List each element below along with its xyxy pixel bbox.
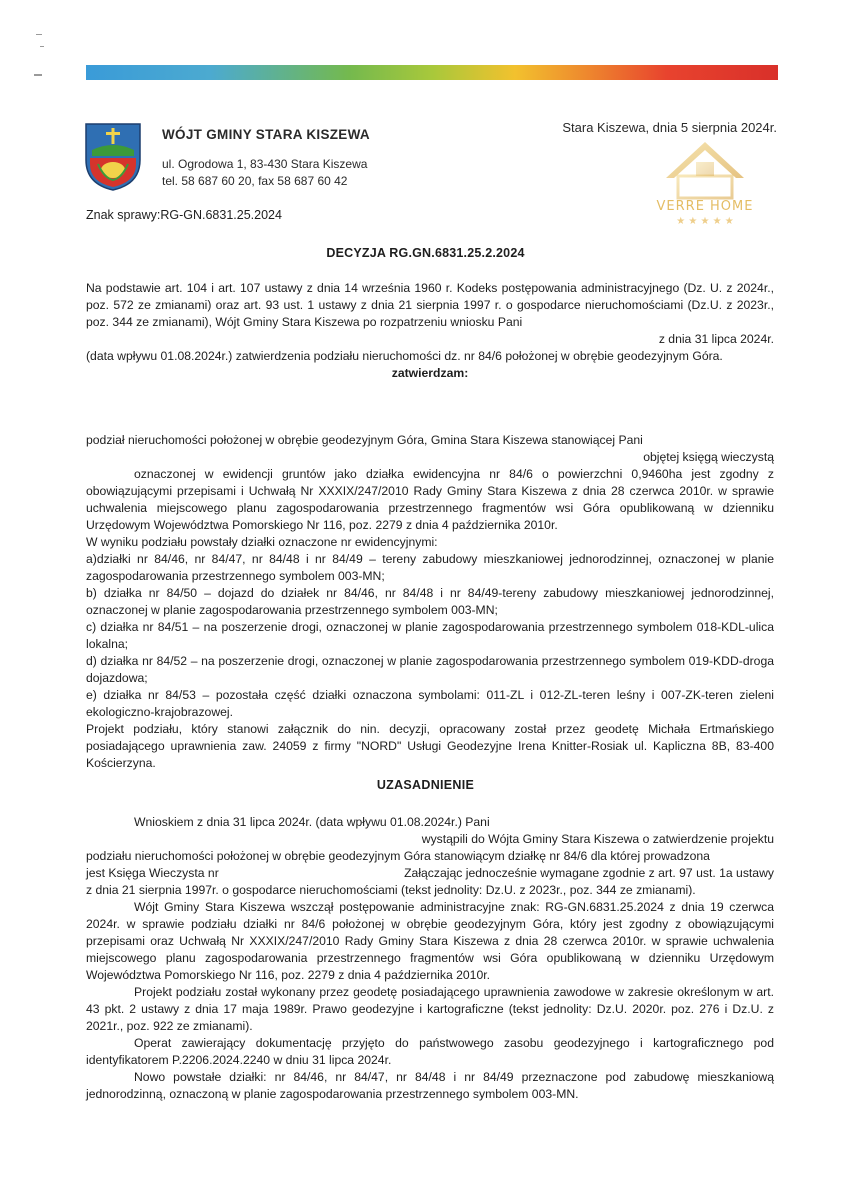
body-line-result: W wyniku podziału powstały działki oznaczone nr ewidencyjnymi: [86,535,438,549]
scan-speck [40,46,44,47]
municipal-crest-icon [84,122,142,192]
intro-date-line: z dnia 31 lipca 2024r. [658,332,774,346]
list-item-e: e) działka nr 84/53 – pozostała część działki oznaczona symbolami: 011-ZL i 012-ZL-teren leśny i 007-ZK-teren zieleni ekologiczno-krajobrazowej. [86,688,774,719]
list-item-c: c) działka nr 84/51 – na poszerzenie drogi, oznaczonej w planie zagospodarowania przestrzennego symbolem 018-KDL-ulica lokalna; [86,620,774,651]
justification-line-5: z dnia 21 sierpnia 1997r. o gospodarce nieruchomościami (tekst jednolity: Dz.U. z 2023r., poz. 344 ze zmianami). [86,883,696,897]
body-line-owner: podział nieruchomości położonej w obrębie geodezyjnym Góra, Gmina Stara Kiszewa stanowiącej Pani [86,433,643,447]
watermark-brand-text: VERRE HOME [656,199,754,214]
intro-receipt-line: (data wpływu 01.08.2024r.) zatwierdzenia podziału nieruchomości dz. nr 84/6 położonej w obrębie geodezyjnym Góra. [86,349,723,363]
justification-heading: UZASADNIENIE [376,778,475,792]
justification-paragraph-proceedings: Wójt Gminy Stara Kiszewa wszczął postępowanie administracyjne znak: RG-GN.6831.25.2024 z dnia 19 czerwca 2024r. w sprawie podziału działki nr 84/6 położonej w obrębie geodezyjnym Góra, który jest zgodny z obowiązującymi przepisami oraz Uchwałą Nr XXXIX/247/2010 Rady Gminy Stara Kiszewa z dnia 28 czerwca 2010r. w sprawie uchwalenia miejscowego planu zagospodarowania przestrzennego fragmentów wsi Góra opublikowaną w dzienniku Urzędowym Województwa Pomorskiego Nr 116, poz. 2279 z dnia 4 października 2010r. [86,900,774,982]
intro-paragraph: Na podstawie art. 104 i art. 107 ustawy z dnia 14 września 1960 r. Kodeks postępowania administracyjnego (Dz. U. z 2024r., poz. 572 ze zmianami) oraz art. 93 ust. 1 ustawy z dnia 21 sierpnia 1997 r. o gospodarce nieruchomościami (Dz.U. z 2023r., poz. 344 ze zmianami), Wójt Gminy Stara Kiszewa po rozpatrzeniu wniosku Pani [86,281,774,329]
body-paragraph-parcel: oznaczonej w ewidencji gruntów jako działka ewidencyjna nr 84/6 o powierzchni 0,9460ha jest zgodny z obowiązującymi przepisami i Uchwałą Nr XXXIX/247/2010 Rady Gminy Stara Kiszewa z dnia 28 czerwca 2010r. w sprawie uchwalenia miejscowego planu zagospodarowania przestrzennego fragmentów wsi Góra opublikowaną w dzienniku Urzędowym Województwa Pomorskiego Nr 116, poz. 2279 z dnia 4 października 2010r. [86,467,774,532]
list-item-b: b) działka nr 84/50 – dojazd do działek nr 84/46, nr 84/48 i nr 84/49-tereny zabudowy mieszkaniowej jednorodzinnej, oznaczonej w planie zagospodarowania przestrzennego symbolem 003-MN; [86,586,774,617]
justification-line-2: wystąpili do Wójta Gminy Stara Kiszewa o zatwierdzenie projektu [421,832,774,846]
verre-home-watermark-logo [640,138,770,228]
decision-title: DECYZJA RG.GN.6831.25.2.2024 [326,246,525,260]
address-line: ul. Ogrodowa 1, 83-430 Stara Kiszewa [162,157,368,171]
land-register-label: jest Księga Wieczysta nr [86,866,219,880]
authority-address [162,156,367,190]
justification-paragraph-new-parcels: Nowo powstałe działki: nr 84/46, nr 84/47, nr 84/48 i nr 84/49 przeznaczone pod zabudowę mieszkaniową jednorodzinną, oznaczoną w planie zagospodarowania przestrzennego symbolem 003-MN. [86,1070,774,1101]
justification-line-4 [86,865,774,882]
phone-line: tel. 58 687 60 20, fax 58 687 60 42 [162,174,348,188]
svg-text:★ ★ ★ ★ ★: ★ ★ ★ ★ ★ [676,216,734,227]
justification-body [86,814,774,1103]
scan-speck [36,34,42,35]
approve-word: zatwierdzam: [391,366,469,380]
authority-name: WÓJT GMINY STARA KISZEWA [162,127,370,142]
case-reference: Znak sprawy:RG-GN.6831.25.2024 [86,208,282,222]
list-item-d: d) działka nr 84/52 – na poszerzenie drogi, oznaczonej w planie zagospodarowania przestrzennego symbolem 019-KDD-droga dojazdowa; [86,654,774,685]
justification-paragraph-surveyor: Projekt podziału został wykonany przez geodetę posiadającego uprawnienia zawodowe w zakresie określonym w art. 43 pkt. 2 ustawy z dnia 17 maja 1989r. Prawo geodezyjne i kartograficzne (tekst jednolity: Dz.U. 2020r. poz. 276 i Dz.U. z 2021r., poz. 922 ze zmianami). [86,985,774,1033]
decision-intro [86,280,774,382]
justification-line-1: Wnioskiem z dnia 31 lipca 2024r. (data wpływu 01.08.2024r.) Pani [134,815,490,829]
attachment-note: Załączając jednocześnie wymagane zgodnie z art. 97 ust. 1a ustawy [404,866,774,880]
letterhead-color-bar [86,65,778,80]
place-and-date: Stara Kiszewa, dnia 5 sierpnia 2024r. [562,120,777,135]
list-item-a: a)działki nr 84/46, nr 84/47, nr 84/48 i nr 84/49 – tereny zabudowy mieszkaniowej jednorodzinnej, oznaczonej w planie zagospodarowania przestrzennego symbolem 003-MN; [86,552,774,583]
body-paragraph-project: Projekt podziału, który stanowi załącznik do nin. decyzji, opracowany został przez geodetę Michała Ertmańskiego posiadającego uprawnienia zaw. 24059 z firmy "NORD" Usługi Geodezyjne Irena Knitter-Rosiak ul. Kapliczna 8B, 83-400 Kościerzyna. [86,722,774,770]
decision-body [86,432,774,772]
scan-speck [34,74,42,76]
justification-line-3: podziału nieruchomości położonej w obrębie geodezyjnym Góra stanowiącym działkę nr 84/6 dla której prowadzona [86,849,710,863]
justification-paragraph-operat: Operat zawierający dokumentację przyjęto do państwowego zasobu geodezyjnego i kartograficznego pod identyfikatorem P.2206.2024.2240 w dniu 31 lipca 2024r. [86,1036,774,1067]
body-line-land-register: objętej księgą wieczystą [643,450,774,464]
